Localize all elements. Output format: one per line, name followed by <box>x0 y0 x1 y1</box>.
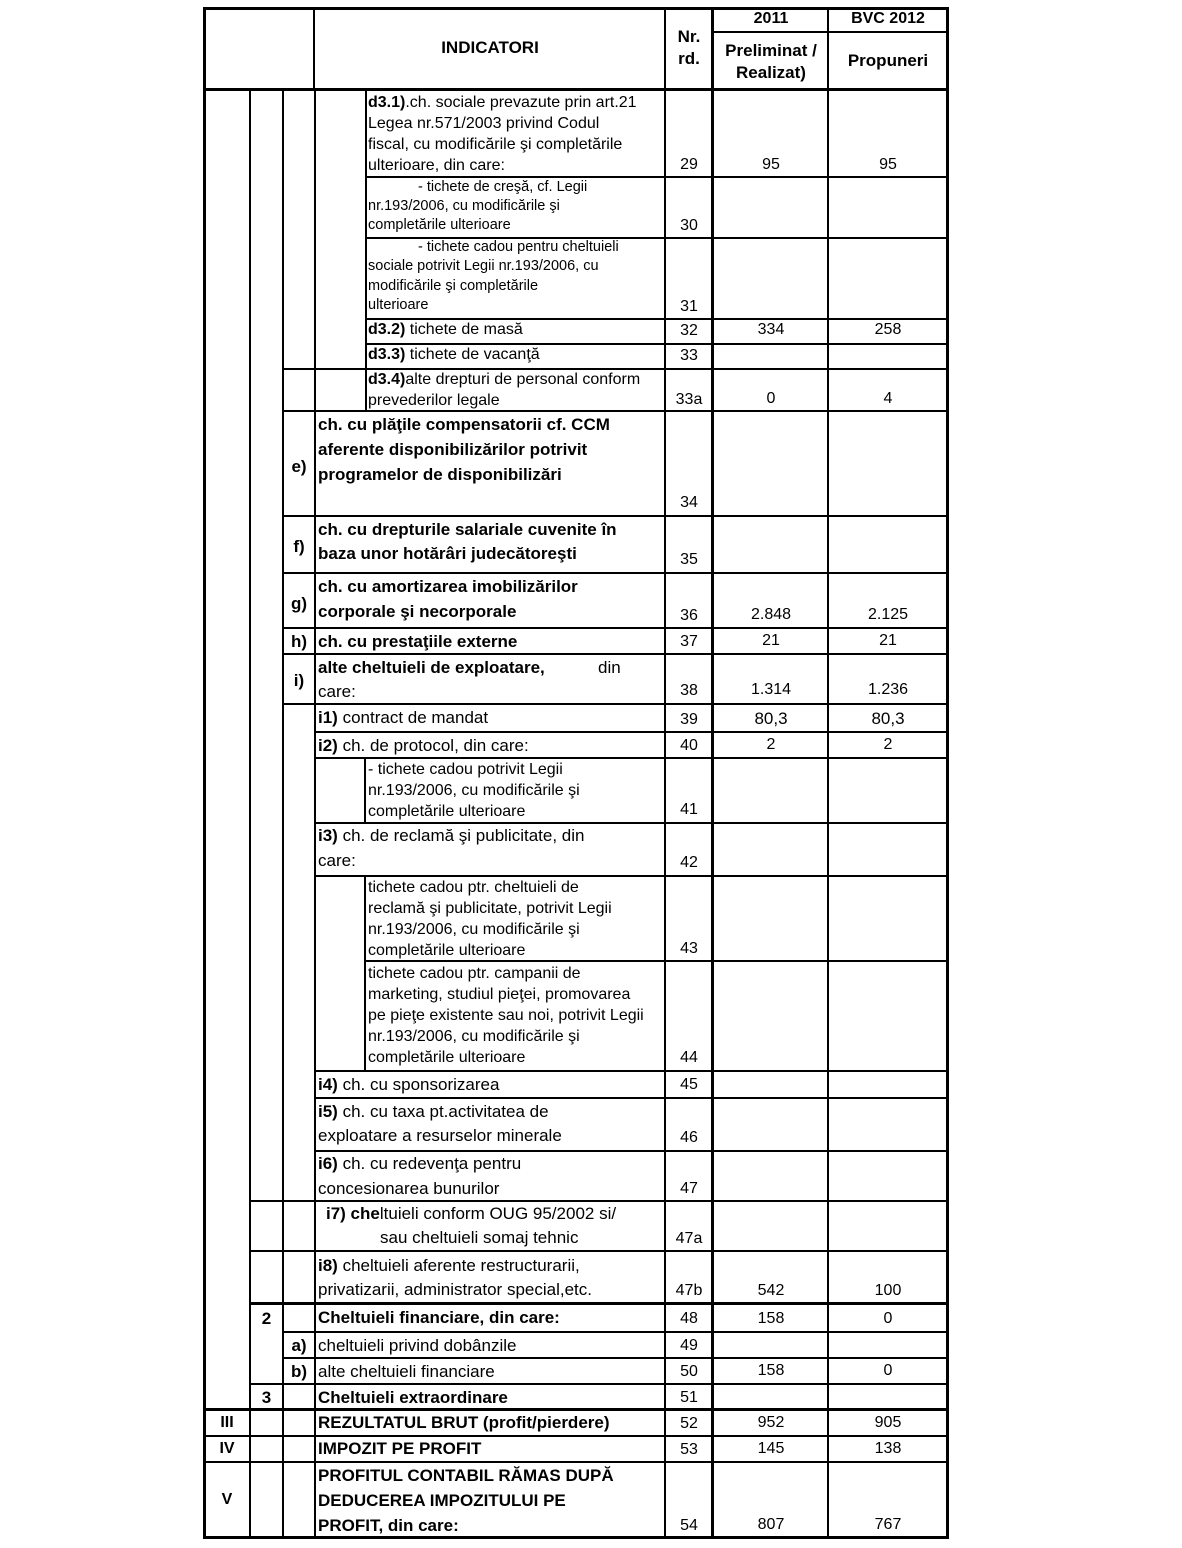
row-32-value-2011: 334 <box>757 321 785 338</box>
row-40-label: i2) ch. de protocol, din care: <box>318 736 529 755</box>
row-44-nr: 44 <box>680 1049 698 1066</box>
row-43-label-line: nr.193/2006, cu modificările şi <box>368 921 580 938</box>
row-52-value-2012: 905 <box>874 1414 902 1431</box>
row-34-label-line: programelor de disponibilizări <box>318 465 562 484</box>
header-propuneri: Propuneri <box>847 51 929 70</box>
row-32-value-2012: 258 <box>874 321 902 338</box>
row-line <box>314 757 947 759</box>
row-48-value-2011: 158 <box>757 1310 785 1327</box>
row-43-label-line: completările ulterioare <box>368 942 526 959</box>
row-30-label-line: nr.193/2006, cu modificările şi <box>368 198 560 214</box>
row-33-label: d3.3) tichete de vacanţă <box>368 346 540 363</box>
header-preliminat: Preliminat / <box>725 41 817 60</box>
row-37-letter: h) <box>290 632 308 651</box>
row-36-label: ch. cu amortizarea imobilizărilor <box>318 577 578 596</box>
row-33-nr: 33 <box>680 347 698 364</box>
row-45-label: i4) ch. cu sponsorizarea <box>318 1075 500 1094</box>
row-47b-value-2011: 542 <box>757 1282 785 1299</box>
row-44-label-line: marketing, studiul pieţei, promovarea <box>368 986 631 1003</box>
row-39-label: i1) contract de mandat <box>318 708 489 727</box>
row-44-label-line: completările ulterioare <box>368 1049 526 1066</box>
row-48-nr: 48 <box>680 1310 698 1327</box>
row-41-label-line: nr.193/2006, cu modificările şi <box>368 782 580 799</box>
row-46-label: i5) ch. cu taxa pt.activitatea de <box>318 1102 549 1121</box>
row-43-label-line: reclamă şi publicitate, potrivit Legii <box>368 900 612 917</box>
row-31-nr: 31 <box>680 298 698 315</box>
row-33a-value-2011: 0 <box>766 390 776 407</box>
row-33a-value-2012: 4 <box>883 390 893 407</box>
row-52-nr: 52 <box>680 1415 698 1432</box>
row-line <box>204 1461 947 1463</box>
row-line <box>365 176 947 178</box>
row-50-value-2012: 0 <box>883 1362 893 1379</box>
row-54-roman: V <box>221 1491 233 1508</box>
row-42-label: i3) ch. de reclamă şi publicitate, din <box>318 826 585 845</box>
row-line <box>314 1150 947 1152</box>
row-line <box>314 822 947 824</box>
row-36-nr: 36 <box>680 607 698 624</box>
row-39-value-2012: 80,3 <box>871 709 905 728</box>
row-line <box>365 318 947 320</box>
row-54-value-2012: 767 <box>874 1516 902 1533</box>
row-line <box>249 1302 947 1305</box>
row-47a-label: i7) cheltuieli conform OUG 95/2002 si/ <box>326 1204 617 1223</box>
row-48-number: 2 <box>261 1309 272 1328</box>
row-line <box>204 1435 947 1437</box>
row-line <box>365 343 947 345</box>
row-33a-label-line: prevederilor legale <box>368 392 500 409</box>
row-51-number: 3 <box>261 1388 272 1407</box>
row-line <box>282 627 947 629</box>
row-38-value-2011: 1.314 <box>750 681 792 698</box>
col-divider-label <box>314 90 316 1538</box>
row-31-label: - tichete cadou pentru cheltuieli <box>418 239 619 255</box>
row-38-letter: i) <box>293 671 305 690</box>
row-32-label: d3.2) tichete de masă <box>368 321 523 338</box>
row-34-label-line: aferente disponibilizărilor potrivit <box>318 440 588 459</box>
row-50-letter: b) <box>290 1362 308 1381</box>
row-39-value-2011: 80,3 <box>754 709 788 728</box>
row-46-label-line: exploatare a resurselor minerale <box>318 1126 562 1145</box>
row-54-label: PROFITUL CONTABIL RĂMAS DUPĂ <box>318 1466 614 1485</box>
row-38-value-2012: 1.236 <box>867 681 909 698</box>
row-line <box>314 731 947 733</box>
row-line <box>282 1357 947 1359</box>
row-47b-nr: 47b <box>675 1282 703 1299</box>
row-53-value-2012: 138 <box>874 1440 902 1457</box>
row-41-label-line: completările ulterioare <box>368 803 526 820</box>
row-50-value-2011: 158 <box>757 1362 785 1379</box>
row-53-roman: IV <box>219 1440 235 1457</box>
row-38-label: alte cheltuieli de exploatare, <box>318 658 545 677</box>
row-53-value-2011: 145 <box>757 1440 785 1457</box>
row-34-letter: e) <box>291 457 307 476</box>
row-32-nr: 32 <box>680 322 698 339</box>
header-realizat: Realizat) <box>736 63 806 82</box>
row-51-nr: 51 <box>680 1389 698 1406</box>
row-54-label-line: PROFIT, din care: <box>318 1516 459 1535</box>
row-line <box>282 1331 947 1333</box>
row-line <box>282 410 947 412</box>
header-bvc-2012: BVC 2012 <box>851 10 925 27</box>
row-38-label-rest: din <box>598 658 621 677</box>
row-51-label: Cheltuieli extraordinare <box>318 1388 508 1407</box>
row-line <box>314 875 947 877</box>
header-rd: rd. <box>678 49 700 68</box>
col-divider-sub-d3 <box>365 90 367 410</box>
row-line <box>364 960 947 962</box>
row-38-nr: 38 <box>680 682 698 699</box>
row-line <box>282 515 947 517</box>
row-45-nr: 45 <box>680 1076 698 1093</box>
row-35-label-line: baza unor hotărâri judecătoreşti <box>318 544 577 563</box>
row-52-roman: III <box>220 1414 234 1431</box>
row-50-nr: 50 <box>680 1363 698 1380</box>
row-47a-label-line: sau cheltuieli somaj tehnic <box>380 1228 579 1247</box>
row-37-value-2011: 21 <box>762 632 780 649</box>
row-36-letter: g) <box>290 594 308 613</box>
col-divider-sub-i2 <box>364 759 366 822</box>
row-line <box>249 1383 947 1385</box>
row-54-value-2011: 807 <box>757 1516 785 1533</box>
header-indicatori: INDICATORI <box>441 38 539 57</box>
row-42-nr: 42 <box>680 854 698 871</box>
row-33a-label: d3.4)alte drepturi de personal conform <box>368 371 641 388</box>
row-35-letter: f) <box>293 537 305 556</box>
row-line <box>282 368 947 370</box>
row-31-label-line: sociale potrivit Legii nr.193/2006, cu <box>368 258 599 274</box>
row-line <box>314 1097 947 1099</box>
header-nr: Nr. <box>677 27 701 46</box>
row-34-nr: 34 <box>680 494 698 511</box>
row-37-label: ch. cu prestaţiile externe <box>318 632 518 651</box>
row-line <box>249 1200 947 1202</box>
row-29-label-line: Legea nr.571/2003 privind Codul <box>368 115 600 132</box>
table-top-border <box>204 7 949 10</box>
row-line <box>204 1408 947 1411</box>
row-53-nr: 53 <box>680 1441 698 1458</box>
row-38-label-line: care: <box>318 682 356 701</box>
header-year-divider <box>713 31 947 33</box>
row-30-label: - tichete de creşă, cf. Legii <box>418 179 588 195</box>
col-divider-sub-i3 <box>364 876 366 1070</box>
row-35-label: ch. cu drepturile salariale cuvenite în <box>318 520 617 539</box>
row-line <box>282 703 947 705</box>
row-49-nr: 49 <box>680 1337 698 1354</box>
row-47b-label: i8) cheltuieli aferente restructurarii, <box>318 1256 580 1275</box>
row-49-label: cheltuieli privind dobânzile <box>318 1336 517 1355</box>
row-37-nr: 37 <box>680 633 698 650</box>
row-53-label: IMPOZIT PE PROFIT <box>318 1439 482 1458</box>
row-31-label-line: ulterioare <box>368 297 429 313</box>
row-line <box>282 653 947 655</box>
row-42-label-line: care: <box>318 851 356 870</box>
row-47b-label-line: privatizarii, administrator special,etc. <box>318 1280 592 1299</box>
row-39-nr: 39 <box>680 711 698 728</box>
row-49-letter: a) <box>291 1336 307 1355</box>
row-29-label: d3.1).ch. sociale prevazute prin art.21 <box>368 94 637 111</box>
header-year-2011: 2011 <box>753 10 789 27</box>
col-divider-b <box>282 90 284 1538</box>
row-36-value-2011: 2.848 <box>750 606 792 623</box>
row-47b-value-2012: 100 <box>874 1282 902 1299</box>
row-33a-nr: 33a <box>675 391 703 408</box>
header-divider-label <box>313 7 315 90</box>
row-47a-nr: 47a <box>675 1230 703 1247</box>
row-31-label-line: modificările şi completările <box>368 278 539 294</box>
row-43-label: tichete cadou ptr. cheltuieli de <box>368 879 579 896</box>
row-30-label-line: completările ulterioare <box>368 217 511 233</box>
row-43-nr: 43 <box>680 940 698 957</box>
row-54-label-line: DEDUCEREA IMPOZITULUI PE <box>318 1491 566 1510</box>
table-left-border <box>203 7 206 1539</box>
row-line <box>249 1250 947 1252</box>
row-44-label: tichete cadou ptr. campanii de <box>368 965 581 982</box>
row-47-label-line: concesionarea bunurilor <box>318 1179 500 1198</box>
row-40-nr: 40 <box>680 737 698 754</box>
row-47-nr: 47 <box>680 1180 698 1197</box>
row-41-nr: 41 <box>680 801 698 818</box>
row-52-value-2011: 952 <box>757 1414 785 1431</box>
row-37-value-2012: 21 <box>879 632 897 649</box>
row-47-label: i6) ch. cu redevenţa pentru <box>318 1154 522 1173</box>
row-50-label: alte cheltuieli financiare <box>318 1362 495 1381</box>
row-29-label-line: ulterioare, din care: <box>368 157 505 174</box>
row-48-label: Cheltuieli financiare, din care: <box>318 1308 560 1327</box>
row-44-label-line: nr.193/2006, cu modificările şi <box>368 1028 580 1045</box>
row-29-value-2012: 95 <box>879 156 897 173</box>
row-29-label-line: fiscal, cu modificările şi completările <box>368 136 623 153</box>
row-34-label: ch. cu plăţile compensatorii cf. CCM <box>318 415 610 434</box>
row-line <box>282 572 947 574</box>
row-40-value-2011: 2 <box>766 736 776 753</box>
row-line <box>314 1070 947 1072</box>
row-36-value-2012: 2.125 <box>867 606 909 623</box>
row-40-value-2012: 2 <box>883 736 893 753</box>
row-29-value-2011: 95 <box>762 156 780 173</box>
row-36-label-line: corporale şi necorporale <box>318 602 517 621</box>
row-52-label: REZULTATUL BRUT (profit/pierdere) <box>318 1413 610 1432</box>
row-54-nr: 54 <box>680 1517 698 1534</box>
row-30-nr: 30 <box>680 217 698 234</box>
row-46-nr: 46 <box>680 1129 698 1146</box>
row-35-nr: 35 <box>680 551 698 568</box>
row-41-label: - tichete cadou potrivit Legii <box>368 761 563 778</box>
row-29-nr: 29 <box>680 156 698 173</box>
row-48-value-2012: 0 <box>883 1310 893 1327</box>
row-44-label-line: pe pieţe existente sau noi, potrivit Legii <box>368 1007 644 1024</box>
